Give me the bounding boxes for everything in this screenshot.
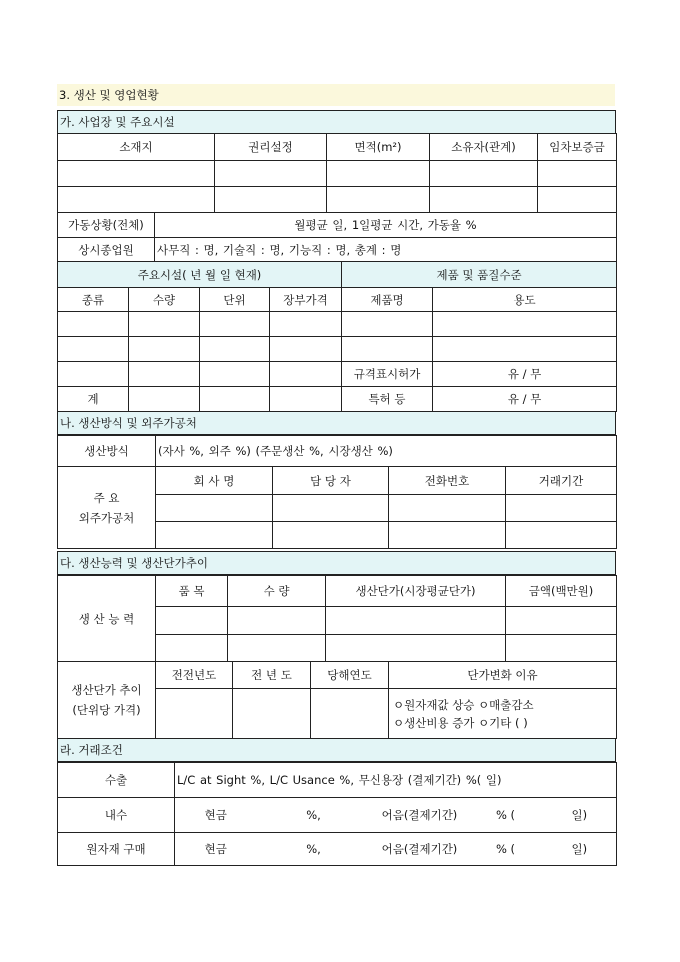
col-unit: 단위 <box>200 288 270 312</box>
site-cell[interactable] <box>430 187 538 213</box>
header-two-years-ago: 전전년도 <box>156 662 233 689</box>
cert-yes-no[interactable]: 유 / 무 <box>433 362 617 387</box>
site-cell[interactable] <box>58 161 215 187</box>
site-cell[interactable] <box>430 161 538 187</box>
domestic-label: 내수 <box>58 798 175 833</box>
change-reason-options[interactable] <box>389 689 617 739</box>
header-deposit: 임차보증금 <box>538 134 617 161</box>
cert-label: 규격표시허가 <box>342 362 433 387</box>
header-quantity: 수 량 <box>228 576 326 607</box>
operation-table <box>57 212 617 262</box>
domestic-bill-days[interactable]: 일) <box>543 798 617 833</box>
facility-cell[interactable] <box>200 387 270 412</box>
domestic-bill-percent[interactable]: % ( <box>469 798 543 833</box>
outsource-cell[interactable] <box>389 522 506 549</box>
section-na-heading: 나. 생산방식 및 외주가공처 <box>57 411 616 435</box>
facility-cell[interactable] <box>129 362 200 387</box>
patent-yes-no[interactable]: 유 / 무 <box>433 387 617 412</box>
total-label: 계 <box>58 387 129 412</box>
facility-cell[interactable] <box>270 312 342 337</box>
header-rights: 권리설정 <box>215 134 327 161</box>
facility-cell[interactable] <box>342 337 433 362</box>
section-da-heading: 다. 생산능력 및 생산단가추이 <box>57 551 616 575</box>
trend-cell[interactable] <box>311 689 389 739</box>
trend-label <box>58 662 156 739</box>
col-product-name: 제품명 <box>342 288 433 312</box>
facility-cell[interactable] <box>200 312 270 337</box>
domestic-cash-percent[interactable]: %, <box>257 798 371 833</box>
patent-label: 특허 등 <box>342 387 433 412</box>
operation-label: 가동상황(전체) <box>58 213 155 238</box>
operation-value[interactable]: 월평균 일, 1일평균 시간, 가동율 % <box>155 213 617 238</box>
facility-cell[interactable] <box>58 312 129 337</box>
facility-cell[interactable] <box>270 337 342 362</box>
capacity-table <box>57 575 617 662</box>
section-ra-heading: 라. 거래조건 <box>57 738 616 762</box>
outsource-label <box>58 467 156 549</box>
site-cell[interactable] <box>538 187 617 213</box>
header-current-year: 당해연도 <box>311 662 389 689</box>
col-book-value: 장부가격 <box>270 288 342 312</box>
capacity-cell[interactable] <box>326 607 506 635</box>
col-qty: 수량 <box>129 288 200 312</box>
product-header: 제품 및 품질수준 <box>342 262 617 288</box>
col-use: 용도 <box>433 288 617 312</box>
facility-cell[interactable] <box>58 337 129 362</box>
header-area: 면적(m²) <box>327 134 430 161</box>
header-change-reason: 단가변화 이유 <box>389 662 617 689</box>
material-bill-days[interactable]: 일) <box>543 833 617 866</box>
header-owner: 소유자(관계) <box>430 134 538 161</box>
trend-label-line2: (단위당 가격) <box>72 703 141 717</box>
outsource-label-line1: 주 요 <box>93 490 120 505</box>
site-cell[interactable] <box>215 161 327 187</box>
capacity-cell[interactable] <box>506 607 617 635</box>
facility-cell[interactable] <box>200 362 270 387</box>
facility-cell[interactable] <box>270 387 342 412</box>
site-cell[interactable] <box>538 161 617 187</box>
staff-label: 상시종업원 <box>58 238 155 262</box>
capacity-cell[interactable] <box>326 635 506 662</box>
outsource-cell[interactable] <box>273 495 389 522</box>
col-type: 종류 <box>58 288 129 312</box>
capacity-cell[interactable] <box>156 635 228 662</box>
material-cash-label: 현금 <box>175 833 257 866</box>
document-title: 3. 생산 및 영업현황 <box>57 84 615 106</box>
facility-cell[interactable] <box>129 387 200 412</box>
price-trend-table <box>57 661 617 739</box>
facility-cell[interactable] <box>270 362 342 387</box>
trend-cell[interactable] <box>156 689 233 739</box>
outsource-cell[interactable] <box>506 522 617 549</box>
export-label: 수출 <box>58 763 175 798</box>
trade-terms-table <box>57 762 617 866</box>
outsource-label-line2: 외주가공처 <box>78 510 135 525</box>
section-ga-heading: 가. 사업장 및 주요시설 <box>57 110 616 134</box>
facility-cell[interactable] <box>129 337 200 362</box>
facility-cell[interactable] <box>129 312 200 337</box>
header-amount: 금액(백만원) <box>506 576 617 607</box>
export-value[interactable]: L/C at Sight %, L/C Usance %, 무신용장 (결제기간) %( 일) <box>175 763 617 798</box>
header-unit-price: 생산단가(시장평균단가) <box>326 576 506 607</box>
outsource-table <box>57 466 617 549</box>
material-label: 원자재 구매 <box>58 833 175 866</box>
domestic-bill-label: 어음(결제기간) <box>371 798 469 833</box>
material-bill-percent[interactable]: % ( <box>469 833 543 866</box>
material-bill-label: 어음(결제기간) <box>371 833 469 866</box>
facility-cell[interactable] <box>200 337 270 362</box>
header-company: 회 사 명 <box>156 467 273 495</box>
material-cash-percent[interactable]: %, <box>257 833 371 866</box>
outsource-cell[interactable] <box>506 495 617 522</box>
capacity-cell[interactable] <box>228 607 326 635</box>
staff-value[interactable]: 사무직 : 명, 기술직 : 명, 기능직 : 명, 총계 : 명 <box>155 238 617 262</box>
outsource-cell[interactable] <box>389 495 506 522</box>
facility-cell[interactable] <box>58 362 129 387</box>
site-cell[interactable] <box>327 161 430 187</box>
header-item: 품 목 <box>156 576 228 607</box>
site-cell[interactable] <box>215 187 327 213</box>
outsource-cell[interactable] <box>156 495 273 522</box>
production-method-table <box>57 435 617 467</box>
capacity-cell[interactable] <box>156 607 228 635</box>
header-phone: 전화번호 <box>389 467 506 495</box>
facility-table <box>57 261 617 412</box>
header-period: 거래기간 <box>506 467 617 495</box>
site-cell[interactable] <box>58 187 215 213</box>
method-value[interactable]: (자사 %, 외주 %) (주문생산 %, 시장생산 %) <box>156 436 617 467</box>
header-last-year: 전 년 도 <box>233 662 311 689</box>
site-table <box>57 133 617 213</box>
outsource-cell[interactable] <box>273 522 389 549</box>
site-cell[interactable] <box>327 187 430 213</box>
capacity-cell[interactable] <box>228 635 326 662</box>
outsource-cell[interactable] <box>156 522 273 549</box>
reason-line-1[interactable]: ㅇ원자재값 상승 ㅇ매출감소 <box>393 697 534 712</box>
capacity-label: 생 산 능 력 <box>58 576 156 662</box>
header-location: 소재지 <box>58 134 215 161</box>
capacity-cell[interactable] <box>506 635 617 662</box>
facility-cell[interactable] <box>433 312 617 337</box>
trend-label-line1: 생산단가 추이 <box>71 683 142 697</box>
method-label: 생산방식 <box>58 436 156 467</box>
facility-cell[interactable] <box>433 337 617 362</box>
trend-cell[interactable] <box>233 689 311 739</box>
domestic-cash-label: 현금 <box>175 798 257 833</box>
facility-header: 주요시설( 년 월 일 현재) <box>58 262 342 288</box>
header-contact: 담 당 자 <box>273 467 389 495</box>
facility-cell[interactable] <box>342 312 433 337</box>
reason-line-2[interactable]: ㅇ생산비용 증가 ㅇ기타 ( ) <box>393 715 528 730</box>
